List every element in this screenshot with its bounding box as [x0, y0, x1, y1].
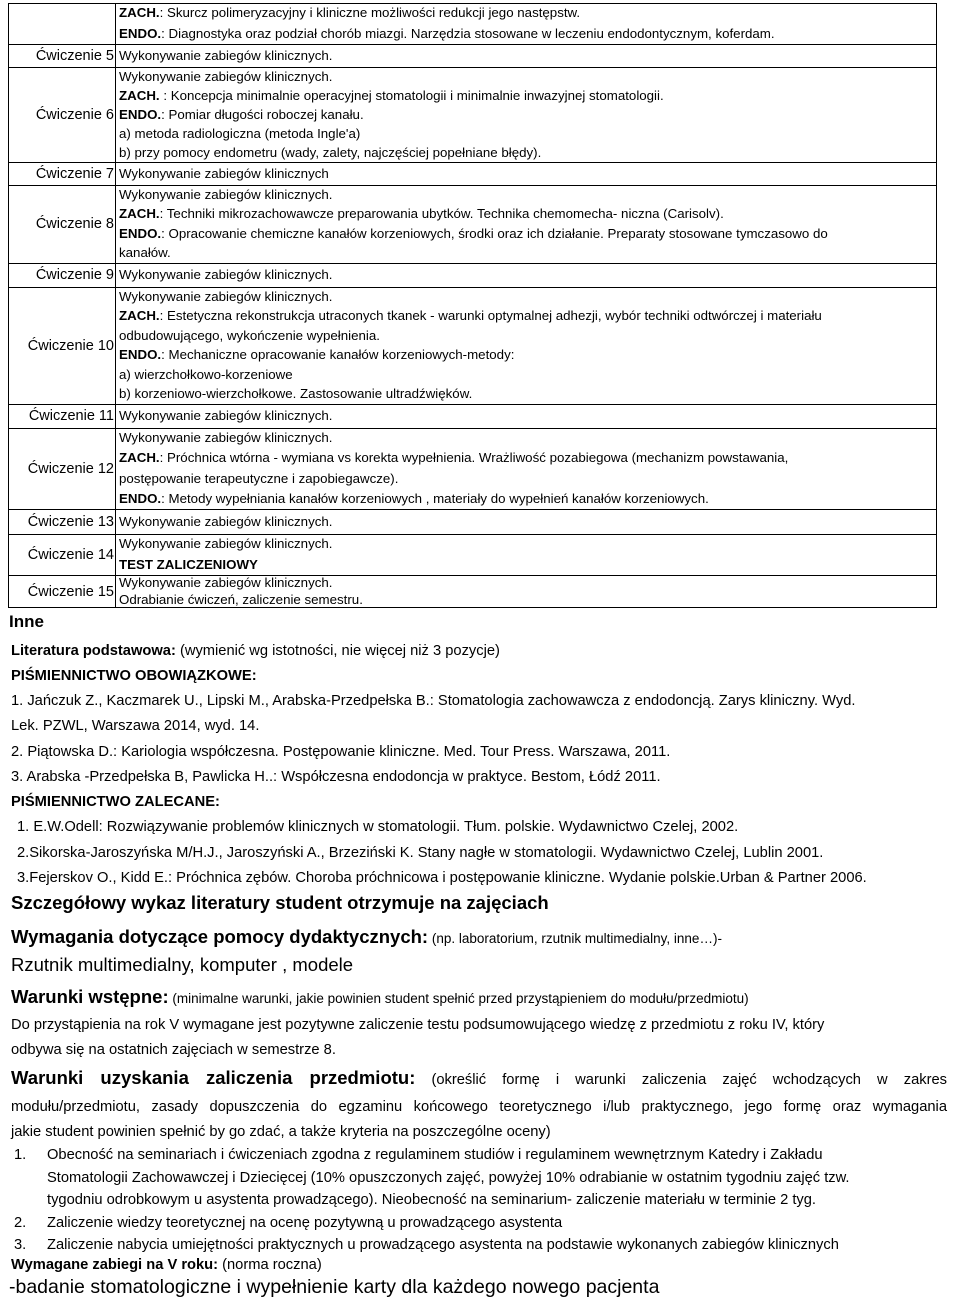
topic-text: Wykonywanie zabiegów klinicznych.: [119, 267, 333, 282]
literatura-heading: Literatura podstawowa:: [11, 643, 176, 659]
topic-text: postępowanie terapeutyczne i zapobiegawcze).: [119, 470, 399, 486]
topic-text: b) korzeniowo-wierzchołkowe. Zastosowanie ultradźwięków.: [119, 386, 473, 402]
warunki-wstepne-text: Do przystąpienia na rok V wymagane jest pozytywne zaliczenie testu podsumowującego wiedzę z przedmiotu z roku IV, który: [11, 1017, 825, 1033]
obowiazkowe-item: Lek. PZWL, Warszawa 2014, wyd. 14.: [11, 718, 260, 734]
topic-text: a) wierzchołkowo-korzeniowe: [119, 366, 293, 382]
exercise-label: Ćwiczenie 5: [35, 47, 114, 64]
topic-prefix: ZACH.: [119, 87, 160, 103]
list-item-text: Stomatologii Zachowawczej i Dziecięcej (10% opuszczonych zajęć, powyżej 10% odrabianie w ostatnim tygodniu zajęć tzw.: [47, 1169, 850, 1186]
obowiazkowe-heading: PIŚMIENNICTWO OBOWIĄZKOWE:: [11, 668, 257, 684]
section-inne-label: Inne: [9, 612, 44, 631]
exercise-topic-line: [119, 591, 363, 609]
exercise-label: Ćwiczenie 9: [35, 267, 114, 283]
warunki-wstepne-heading: Warunki wstępne:: [11, 986, 169, 1007]
table-row-divider: [8, 404, 937, 405]
table-row-divider: [8, 162, 937, 163]
topic-text: : Metody wypełniania kanałów korzeniowych , materiały do wypełnień kanałów korzeniowych.: [161, 490, 709, 506]
topic-text: Wykonywanie zabiegów klinicznych: [119, 165, 329, 181]
topic-text: Wykonywanie zabiegów klinicznych.: [119, 575, 333, 591]
topic-text: Wykonywanie zabiegów klinicznych.: [119, 430, 333, 446]
exercise-topic-line: [119, 327, 380, 345]
exercise-label: Ćwiczenie 7: [35, 165, 114, 182]
literatura-heading-note: (wymienić wg istotności, nie więcej niż 3 pozycje): [175, 643, 500, 659]
topic-text: Odrabianie ćwiczeń, zaliczenie semestru.: [119, 591, 363, 607]
warunki-zaliczenia-note-line: modułu/przedmiotu, zasady dopuszczenia do egzaminu końcowego teoretycznego i/lub praktycznego, jego formę oraz wymagania: [11, 1099, 947, 1115]
table-column-divider: [115, 3, 116, 608]
exercise-topic-line: [119, 87, 664, 105]
topic-text: : Próchnica wtórna - wymiana vs korekta wypełnienia. Wrażliwość pozabiegowa (mechanizm powstawania,: [159, 450, 789, 466]
exercise-topic-line: [119, 68, 332, 86]
obowiazkowe-item: 1. Jańczuk Z., Kaczmarek U., Lipski M., Arabska-Przedpełska B.: Stomatologia zachowawcza z endodoncją. Zarys kliniczny. Wyd.: [11, 693, 856, 709]
topic-prefix: ZACH.: [119, 5, 160, 21]
exercise-label: Ćwiczenie 14: [27, 546, 114, 563]
topic-text: : Techniki mikrozachowawcze preparowania ubytków. Technika chemomecha- niczna (Carisolv).: [159, 206, 724, 222]
exercise-topic-line: [119, 556, 258, 574]
literatura-heading-line: [11, 641, 500, 661]
exercise-topic-line: [119, 535, 332, 553]
topic-prefix: ZACH.: [119, 206, 160, 222]
wymagane-zabiegi-heading: Wymagane zabiegi na V roku:: [11, 1257, 219, 1273]
zalecane-item: 3.Fejerskov O., Kidd E.: Próchnica zębów. Choroba próchnicowa i postępowanie kliniczne. Wydanie polskie.Urban & Partner 2006.: [17, 870, 867, 886]
exercise-topic-line: [119, 25, 775, 43]
exercise-topic-line: [119, 106, 364, 124]
topic-prefix: ZACH.: [119, 450, 160, 466]
list-item-number: 3.: [14, 1237, 27, 1253]
exercise-topic-line: [119, 288, 332, 306]
list-item-number: 1.: [14, 1147, 27, 1163]
wymagania-heading-line: [11, 927, 722, 949]
schedule-table: [8, 3, 937, 608]
topic-text: Wykonywanie zabiegów klinicznych.: [119, 536, 333, 552]
warunki-wstepne-text: odbywa się na ostatnich zajęciach w semestrze 8.: [11, 1042, 336, 1058]
topic-text: Wykonywanie zabiegów klinicznych.: [119, 513, 333, 529]
list-item-text: Obecność na seminariach i ćwiczeniach zgodna z regulaminem studiów i regulaminem wewnętrznym Katedry i Zakładu: [47, 1147, 823, 1163]
list-item-text: Zaliczenie nabycia umiejętności praktycznych u prowadzącego asystenta na podstawie wykonanych zabiegów klinicznych: [47, 1237, 839, 1253]
zalecane-item: 2.Sikorska-Jaroszyńska M/H.J., Jaroszyński A., Brzeziński K. Stany nagłe w stomatologii. Wydawnictwo Czelej, Lublin 2001.: [17, 845, 824, 861]
exercise-topic-line: [119, 366, 293, 384]
topic-text: : Opracowanie chemiczne kanałów korzeniowych, środki oraz ich działanie. Preparaty stosowane tymczasowo do: [161, 225, 828, 241]
list-item-text: Zaliczenie wiedzy teoretycznej na ocenę pozytywną u prowadzącego asystenta: [47, 1214, 563, 1231]
topic-text: a) metoda radiologiczna (metoda Ingle'a): [119, 125, 361, 141]
topic-prefix: ZACH.: [119, 308, 160, 324]
obowiazkowe-item: 2. Piątowska D.: Kariologia współczesna. Postępowanie kliniczne. Med. Tour Press. Warszawa, 2011.: [11, 744, 671, 760]
szczegolowy-wykaz-note: Szczegółowy wykaz literatury student otrzymuje na zajęciach: [11, 892, 549, 913]
topic-text: : Koncepcja minimalnie operacyjnej stomatologii i minimalnie inwazyjnej stomatologii.: [159, 87, 664, 103]
exercise-topic-line: [119, 385, 472, 403]
exercise-topic-line: [119, 490, 709, 508]
exercise-topic-line: [119, 205, 724, 223]
table-row-divider: [8, 509, 937, 510]
exercise-topic-line: [119, 407, 332, 425]
exercise-topic-line: [119, 144, 541, 162]
exercise-topic-line: [119, 125, 360, 143]
topic-text: Wykonywanie zabiegów klinicznych.: [119, 68, 333, 84]
wymagania-value: Rzutnik multimedialny, komputer , modele: [11, 954, 354, 975]
badanie-line: -badanie stomatologiczne i wypełnienie karty dla każdego nowego pacjenta: [9, 1276, 660, 1298]
list-item-number: 2.: [14, 1214, 27, 1231]
exercise-topic-line: [119, 225, 828, 243]
topic-text: : Skurcz polimeryzacyjny i kliniczne możliwości redukcji jego następstw.: [159, 5, 581, 21]
exercise-topic-line: [119, 165, 329, 183]
topic-text: odbudowującego, wykończenie wypełnienia.: [119, 327, 380, 343]
exercise-topic-line: [119, 346, 514, 364]
exercise-topic-line: [119, 574, 332, 592]
topic-prefix: TEST ZALICZENIOWY: [119, 556, 258, 572]
exercise-topic-line: [119, 47, 332, 65]
exercise-label: Ćwiczenie 10: [27, 337, 114, 354]
warunki-wstepne-heading-line: [11, 987, 749, 1009]
topic-prefix: ENDO.: [119, 347, 162, 363]
exercise-topic-line: [119, 513, 332, 531]
warunki-zaliczenia-note-line: jakie student powinien spełnić by go zdać, a także kryteria na poszczególne oceny): [11, 1124, 551, 1140]
table-row-divider: [8, 263, 937, 264]
topic-text: : Estetyczna rekonstrukcja utraconych tkanek - warunki optymalnej adhezji, wybór techniki odtwórczej i materiału: [159, 308, 822, 324]
exercise-label: Ćwiczenie 12: [27, 460, 114, 477]
warunki-zaliczenia-heading-line: [11, 1068, 947, 1090]
warunki-zaliczenia-heading: Warunki uzyskania zaliczenia przedmiotu:: [11, 1067, 416, 1088]
warunki-wstepne-note: (minimalne warunki, jakie powinien student spełnić przed przystąpieniem do modułu/przedmiotu): [168, 991, 749, 1006]
exercise-label: Ćwiczenie 8: [35, 216, 114, 232]
topic-text: Wykonywanie zabiegów klinicznych.: [119, 186, 333, 202]
topic-text: : Pomiar długości roboczej kanału.: [161, 106, 364, 122]
topic-prefix: ENDO.: [119, 25, 162, 41]
topic-text: : Mechaniczne opracowanie kanałów korzeniowych-metody:: [161, 347, 515, 363]
zalecane-heading: PIŚMIENNICTWO ZALECANE:: [11, 794, 220, 810]
obowiazkowe-item: 3. Arabska -Przedpełska B, Pawlicka H..: Współczesna endodoncja w praktyce. Bestom, Łódź 2011.: [11, 769, 661, 785]
exercise-label: Ćwiczenie 6: [35, 106, 114, 123]
exercise-label: Ćwiczenie 15: [27, 583, 114, 600]
wymagane-zabiegi-line: [11, 1255, 322, 1275]
table-border-right: [936, 3, 937, 608]
topic-text: b) przy pomocy endometru (wady, zalety, najczęściej popełniane błędy).: [119, 144, 542, 160]
exercise-topic-line: [119, 244, 171, 262]
exercise-label: Ćwiczenie 11: [28, 408, 114, 424]
exercise-topic-line: [119, 266, 332, 284]
wymagania-heading: Wymagania dotyczące pomocy dydaktycznych:: [11, 926, 429, 947]
topic-prefix: ENDO.: [119, 225, 162, 241]
exercise-topic-line: [119, 4, 580, 22]
topic-text: Wykonywanie zabiegów klinicznych.: [119, 288, 333, 304]
exercise-topic-line: [119, 470, 398, 488]
list-item-text: tygodniu odrobkowym u asystenta prowadzącego). Nieobecność na seminarium- zaliczenie materiału w terminie 2 tyg.: [47, 1192, 817, 1208]
wymagania-note: (np. laboratorium, rzutnik multimedialny, inne…)-: [428, 931, 722, 946]
exercise-topic-line: [119, 449, 788, 467]
topic-text: Wykonywanie zabiegów klinicznych.: [119, 408, 333, 423]
warunki-zaliczenia-note: (określić formę i warunki zaliczenia zajęć wchodzących w zakres: [431, 1072, 947, 1088]
topic-prefix: ENDO.: [119, 106, 162, 122]
topic-prefix: ENDO.: [119, 490, 162, 506]
zalecane-item: 1. E.W.Odell: Rozwiązywanie problemów klinicznych w stomatologii. Tłum. polskie. Wydawnictwo Czelej, 2002.: [17, 819, 739, 835]
topic-text: : Diagnostyka oraz podział chorób miazgi. Narzędzia stosowane w leczeniu endodontycznym, koferdam.: [161, 25, 775, 41]
table-row-divider: [8, 44, 937, 45]
topic-text: Wykonywanie zabiegów klinicznych.: [119, 47, 333, 63]
exercise-topic-line: [119, 186, 332, 204]
exercise-label: Ćwiczenie 13: [27, 513, 114, 530]
topic-text: kanałów.: [119, 245, 171, 261]
exercise-topic-line: [119, 429, 332, 447]
exercise-topic-line: [119, 307, 822, 325]
wymagane-zabiegi-note: (norma roczna): [218, 1257, 322, 1273]
